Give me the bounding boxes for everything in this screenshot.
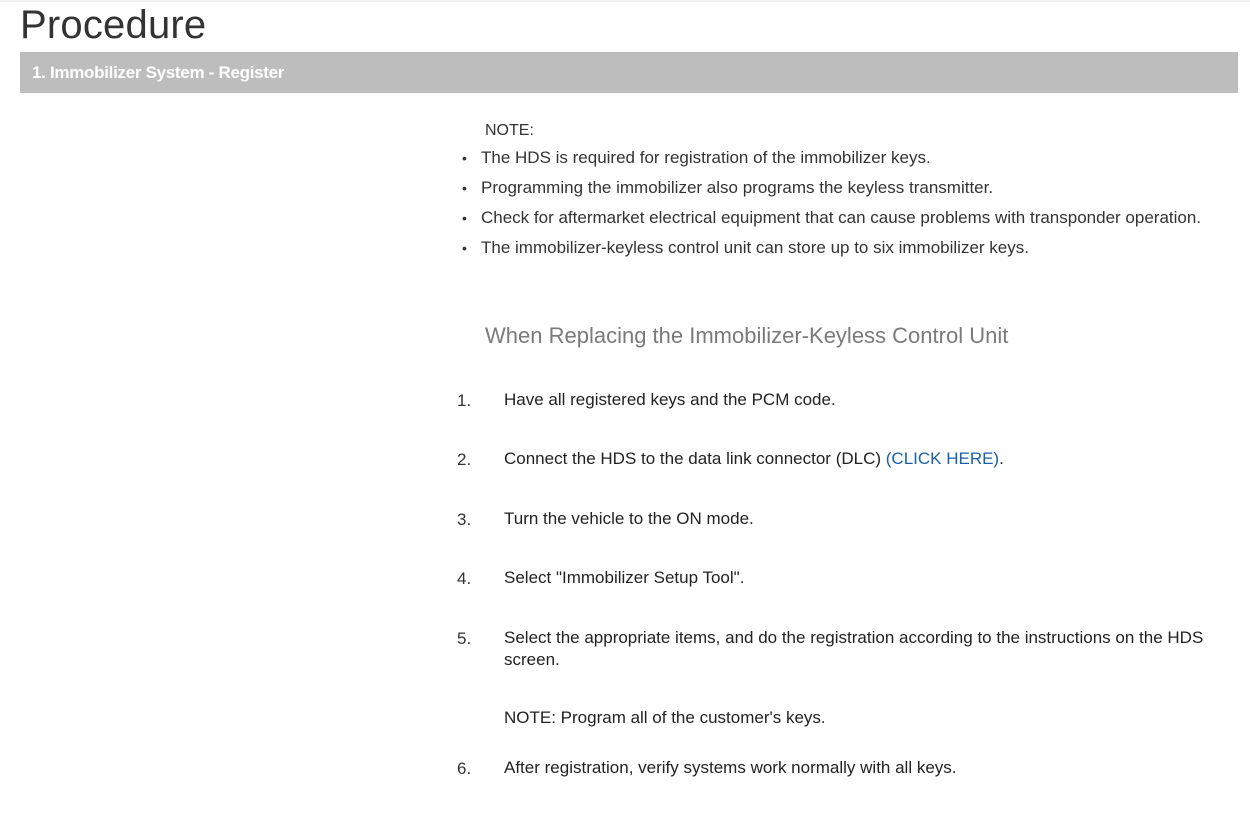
- note-item-text: Programming the immobilizer also programs the keyless transmitter.: [481, 178, 994, 197]
- note-item-text: The immobilizer-keyless control unit can store up to six immobilizer keys.: [481, 238, 1029, 257]
- bullet-icon: •: [462, 240, 467, 256]
- note-item: [455, 176, 1201, 206]
- step-text: Select "Immobilizer Setup Tool".: [504, 568, 745, 587]
- step-text: Turn the vehicle to the ON mode.: [504, 509, 754, 528]
- step-number: 6.: [457, 759, 472, 778]
- bullet-icon: •: [462, 180, 467, 196]
- note-label: NOTE:: [485, 122, 534, 139]
- step-text: Select the appropriate items, and do the registration according to the instructions on the HDS screen.: [504, 628, 1204, 669]
- note-item: [455, 236, 1201, 266]
- step-number: 4.: [457, 569, 472, 588]
- step-number: 2.: [457, 450, 472, 469]
- step-text: After registration, verify systems work normally with all keys.: [504, 758, 957, 777]
- step-number: 5.: [457, 629, 472, 648]
- step-text: Have all registered keys and the PCM code.: [504, 390, 836, 409]
- step-number: 3.: [457, 510, 472, 529]
- bullet-icon: •: [462, 210, 467, 226]
- step-5-note: NOTE: Program all of the customer's keys.: [504, 708, 826, 727]
- note-item: [455, 206, 1201, 236]
- click-here-link[interactable]: (CLICK HERE): [885, 449, 1000, 468]
- bullet-icon: •: [462, 150, 467, 166]
- note-item-text: Check for aftermarket electrical equipment that can cause problems with transponder operation.: [481, 208, 1202, 227]
- page-title: Procedure: [20, 3, 207, 47]
- subheading: When Replacing the Immobilizer-Keyless Control Unit: [485, 323, 1009, 348]
- step-text: Connect the HDS to the data link connector (DLC): [504, 449, 886, 468]
- step-text-end: .: [999, 449, 1004, 468]
- step-number: 1.: [457, 391, 472, 410]
- note-list: [455, 146, 1201, 266]
- step-text-container: [504, 448, 1244, 470]
- note-item: [455, 146, 1201, 176]
- section-title: 1. Immobilizer System - Register: [32, 63, 285, 82]
- section-header[interactable]: [20, 52, 1238, 93]
- note-item-text: The HDS is required for registration of the immobilizer keys.: [481, 148, 931, 167]
